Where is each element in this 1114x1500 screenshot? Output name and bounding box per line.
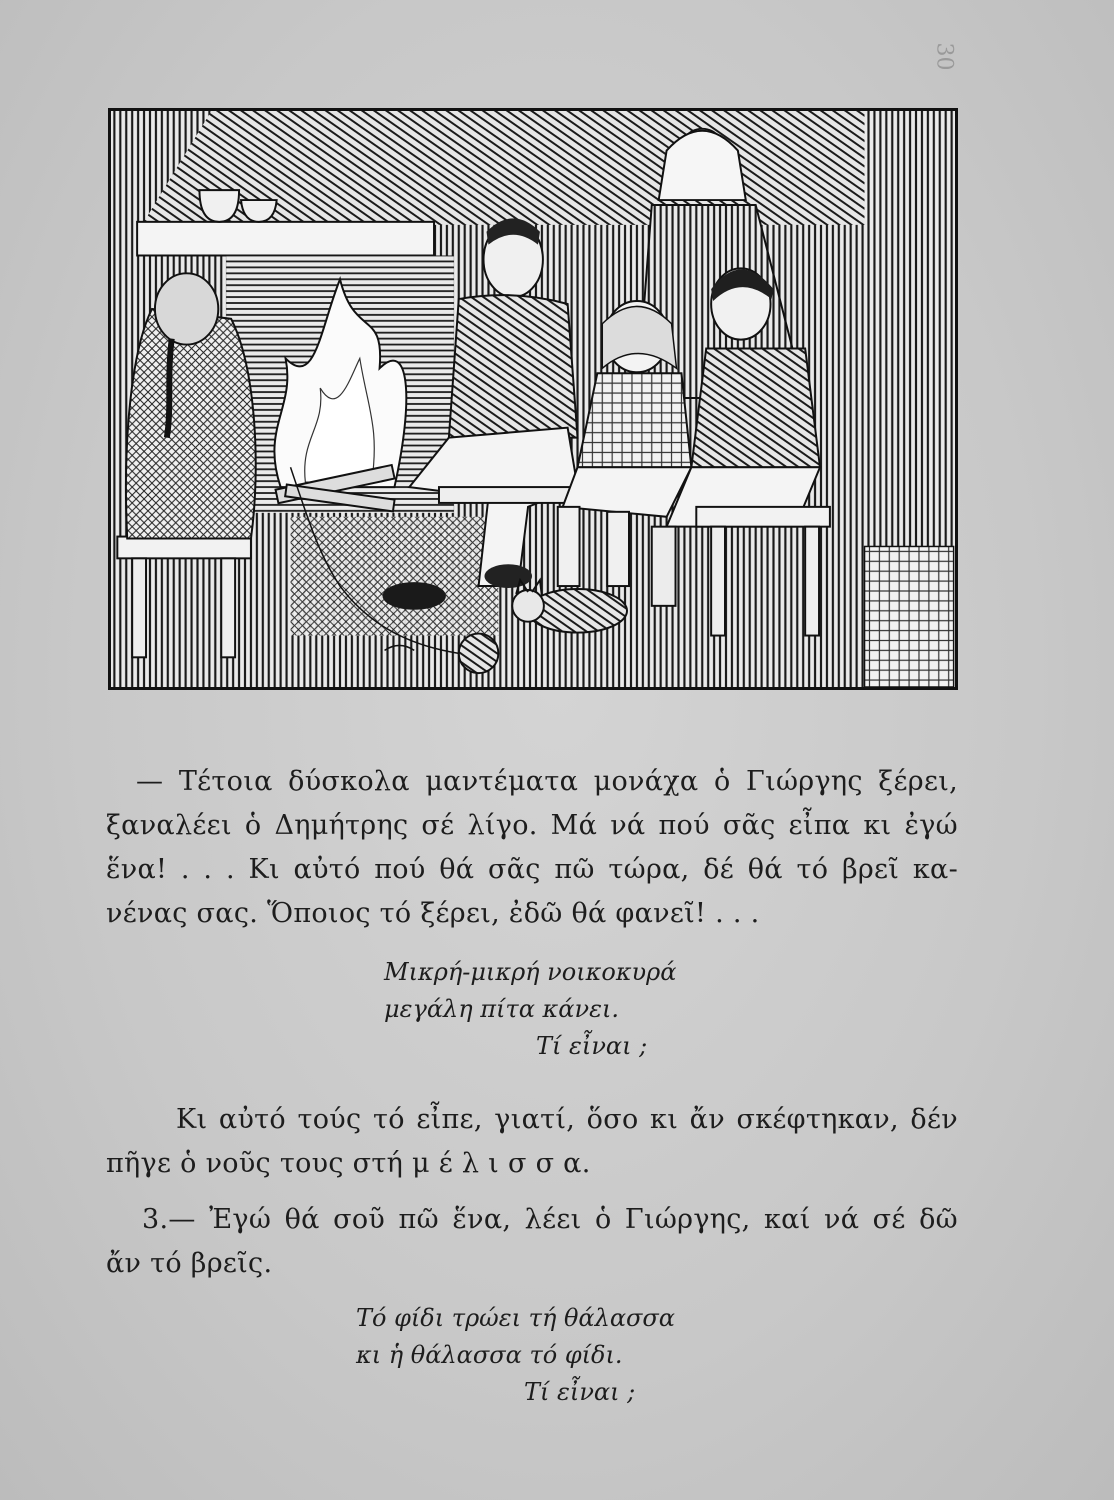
paragraph-3-line-1: 3.— Ἐγώ θά σοῦ πῶ ἕνα, λέει ὁ Γιώργης, καί νά σέ δῶ: [142, 1204, 958, 1235]
fireplace-illustration: [108, 108, 958, 690]
paragraph-1-line-4: νένας σας. Ὅποιος τό ξέρει, ἐδῶ θά φανεῖ! . . .: [106, 898, 760, 929]
riddle-2-question: Τί εἶναι ;: [524, 1378, 636, 1406]
engraving-image: [111, 111, 955, 687]
riddle-2-line-1: Τό φίδι τρώει τή θάλασσα: [356, 1304, 675, 1332]
paragraph-1: [106, 760, 958, 936]
paragraph-1-line-1: — Τέτοια δύσκολα μαντέματα μονάχα ὁ Γιώργης ξέρει,: [136, 766, 958, 797]
riddle-1-line-1: Μικρή-μικρή νοικοκυρά: [384, 958, 677, 986]
paragraph-2-line-1: Κι αὐτό τούς τό εἶπε, γιατί, ὅσο κι ἄν σκέφτηκαν, δέν: [176, 1104, 958, 1135]
riddle-1-line-2: μεγάλη πίτα κάνει.: [384, 995, 619, 1023]
paragraph-2-line-2: πῆγε ὁ νοῦς τους στή μ έ λ ι σ σ α.: [106, 1148, 591, 1179]
page-number: 30: [931, 42, 957, 71]
riddle-2: [356, 1300, 675, 1411]
paragraph-3-line-2: ἄν τό βρεῖς.: [106, 1248, 273, 1279]
paragraph-1-line-2: ξαναλέει ὁ Δημήτρης σέ λίγο. Μά νά πού σᾶς εἶπα κι ἐγώ: [106, 810, 958, 841]
riddle-1: [384, 954, 676, 1065]
riddle-1-question: Τί εἶναι ;: [536, 1032, 648, 1060]
paragraph-3: [106, 1198, 958, 1286]
paragraph-1-line-3: ἕνα! . . . Κι αὐτό πού θά σᾶς πῶ τώρα, δέ θά τό βρεῖ κα-: [106, 854, 958, 885]
paragraph-2: [106, 1098, 958, 1186]
riddle-2-line-2: κι ἡ θάλασσα τό φίδι.: [356, 1341, 623, 1369]
